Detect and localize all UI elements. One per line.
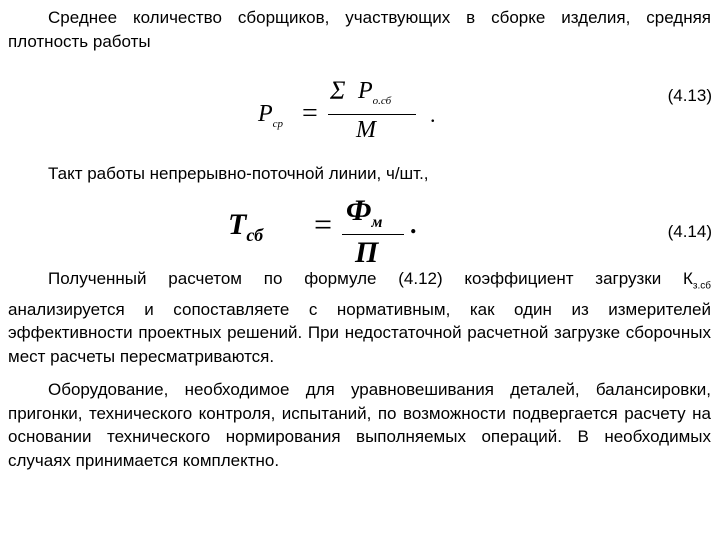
- eq2-equals: =: [314, 206, 333, 242]
- eq2-number: (4.14): [667, 222, 712, 241]
- paragraph-intro: Среднее количество сборщиков, участвующих в сборке изделия, средняя плотность работы: [8, 8, 711, 51]
- eq1-denominator: M: [356, 117, 376, 143]
- eq1-numerator: $P_{о.сб}$: [358, 78, 392, 107]
- eq1-dot: .: [430, 102, 436, 127]
- eq2-lhs: $T_{сб}$: [228, 208, 264, 245]
- eq1-lhs: $P_{ср}$: [258, 101, 284, 130]
- eq2-denominator: П: [355, 236, 379, 269]
- paragraph-tact: Такт работы непрерывно-поточной линии, ч/шт.,: [48, 164, 429, 183]
- eq2-fraction-bar: [342, 234, 404, 235]
- eq1-equals: =: [302, 98, 318, 129]
- formula-4-13: [0, 70, 720, 143]
- eq1-fraction-bar: [328, 114, 416, 115]
- eq2-dot: .: [410, 210, 417, 239]
- paragraph-load-analysis: Полученный расчетом по формуле (4.12) коэффициент загрузки $К_{з.сб}$ анализируется и сопоставляете с нормативным, как один из измерителей эффективности проектных решений. При недостаточной расчетной загрузке сборочных мест расчеты пересматриваются.: [8, 269, 711, 366]
- eq1-number: (4.13): [667, 86, 712, 105]
- paragraph-equipment: Оборудование, необходимое для уравновешивания деталей, балансировки, пригонки, технического контроля, испытаний, по возможности подвергается расчету на основании технического нормирования выполняемых операций. В необходимых случаях принимается комплектно.: [8, 380, 711, 470]
- eq1-sigma: Σ: [330, 76, 346, 105]
- eq2-numerator: $Ф_м$: [346, 194, 383, 231]
